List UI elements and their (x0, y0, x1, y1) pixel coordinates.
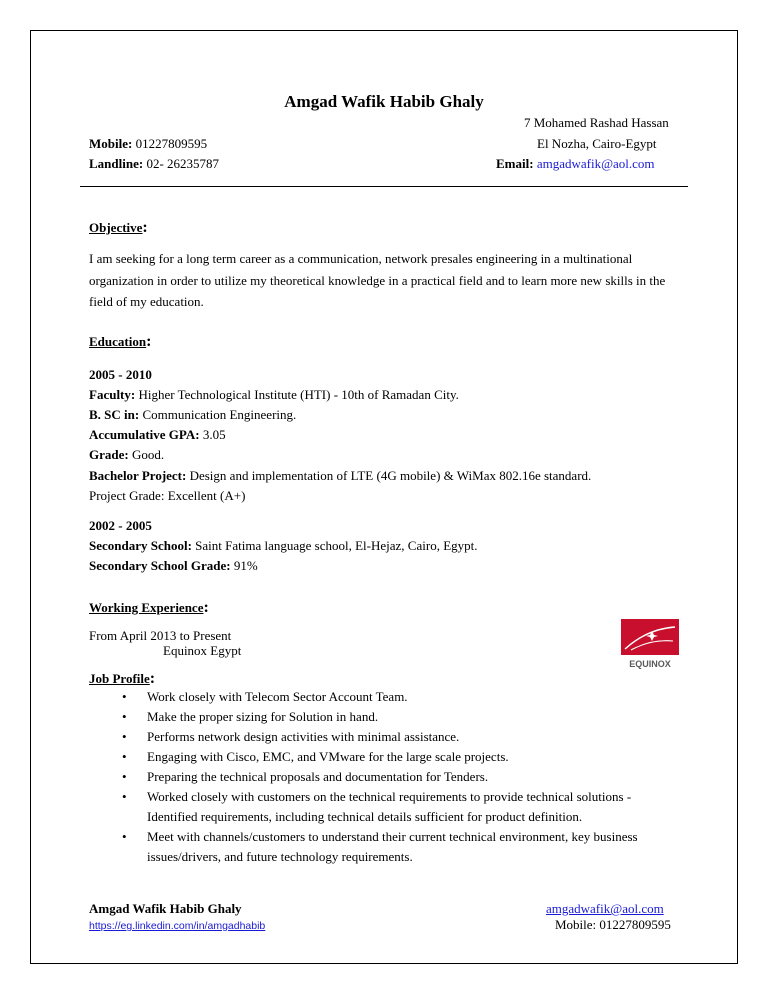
mobile-label: Mobile: (89, 136, 133, 151)
candidate-name: Amgad Wafik Habib Ghaly (284, 92, 484, 111)
education-period-1-text: 2005 - 2010 (89, 367, 152, 382)
bullet-icon: • (122, 749, 127, 764)
landline-label: Landline: (89, 156, 144, 171)
email-line (496, 156, 655, 172)
bsc-label: B. SC in: (89, 407, 140, 422)
experience-heading (89, 599, 209, 617)
objective-colon: : (142, 219, 148, 236)
job-profile-heading-text: Job Profile (89, 671, 150, 686)
job-profile-list (89, 687, 679, 867)
experience-colon: : (203, 599, 209, 616)
faculty-line (89, 387, 459, 403)
secondary-grade-value: 91% (230, 558, 258, 573)
address-line-2: El Nozha, Cairo-Egypt (537, 136, 657, 151)
education-colon: : (146, 333, 152, 350)
grade-label: Grade: (89, 447, 129, 462)
bullet-icon: • (122, 709, 127, 724)
secondary-school-line (89, 538, 478, 554)
footer-mobile: Mobile: 01227809595 (555, 917, 671, 932)
secondary-grade-label: Secondary School Grade: (89, 558, 231, 573)
mobile-line (89, 136, 207, 152)
secondary-grade-line (89, 558, 258, 574)
landline-line (89, 156, 219, 172)
objective-text: I am seeking for a long term career as a communication, network presales engineering in a multinational organization in order to utilize my theoretical knowledge in a practical field and to learn more new skills in the field of my education. (89, 251, 666, 309)
experience-heading-text: Working Experience (89, 600, 204, 615)
gpa-line (89, 427, 226, 443)
education-period-2 (89, 518, 152, 534)
faculty-label: Faculty: (89, 387, 136, 402)
job-profile-colon: : (149, 670, 156, 687)
gpa-value: 3.05 (199, 427, 226, 442)
list-item: • Preparing the technical proposals and documentation for Tenders. (89, 767, 679, 787)
bullet-icon: • (122, 689, 127, 704)
bullet-icon: • (122, 789, 127, 804)
objective-heading-text: Objective (89, 220, 143, 235)
project-label: Bachelor Project: (89, 468, 187, 483)
list-item: • Performs network design activities with minimal assistance. (89, 727, 679, 747)
address-line-1: 7 Mohamed Rashad Hassan (524, 115, 669, 130)
bullet-icon: • (122, 829, 127, 844)
objective-heading (89, 219, 148, 237)
equinox-logo-text: EQUINOX (629, 659, 671, 669)
landline-value: 02- 26235787 (143, 156, 220, 171)
job-profile-heading (89, 670, 155, 688)
footer-linkedin-link[interactable]: https://eg.linkedin.com/in/amgadhabib (89, 920, 266, 932)
list-item: • Engaging with Cisco, EMC, and VMware for the large scale projects. (89, 747, 679, 767)
project-value: Design and implementation of LTE (4G mobile) & WiMax 802.16e standard. (186, 468, 592, 483)
grade-line (89, 447, 164, 463)
bullet-icon: • (122, 729, 127, 744)
list-item: • Make the proper sizing for Solution in hand. (89, 707, 679, 727)
gpa-label: Accumulative GPA: (89, 427, 200, 442)
experience-company: Equinox Egypt (163, 643, 242, 658)
bsc-line (89, 407, 296, 423)
header-divider (80, 186, 688, 187)
education-period-1 (89, 367, 152, 383)
footer-email-link[interactable]: amgadwafik@aol.com (546, 901, 664, 916)
project-grade-line: Project Grade: Excellent (A+) (89, 488, 246, 503)
education-heading (89, 333, 151, 351)
secondary-school-value: Saint Fatima language school, El-Hejaz, Cairo, Egypt. (191, 538, 478, 553)
footer-name (89, 901, 242, 917)
bullet-icon: • (122, 769, 127, 784)
footer-name-text: Amgad Wafik Habib Ghaly (89, 901, 242, 916)
education-heading-text: Education (89, 334, 147, 349)
list-item: • Meet with channels/customers to understand their current technical environment, key business issues/drivers, and future technology requirements. (122, 829, 638, 864)
list-item: • Worked closely with customers on the technical requirements to provide technical solutions - Identified requirements, including technical details sufficient for product definition. (122, 789, 632, 824)
faculty-value: Higher Technological Institute (HTI) - 10th of Ramadan City. (135, 387, 459, 402)
project-line (89, 468, 591, 484)
bsc-value: Communication Engineering. (139, 407, 297, 422)
secondary-school-label: Secondary School: (89, 538, 192, 553)
grade-value: Good. (128, 447, 165, 462)
education-period-2-text: 2002 - 2005 (89, 518, 152, 533)
list-item: • Work closely with Telecom Sector Account Team. (89, 687, 679, 707)
equinox-logo (621, 619, 679, 671)
email-label: Email: (496, 156, 534, 171)
mobile-value: 01227809595 (132, 136, 208, 151)
email-link[interactable]: amgadwafik@aol.com (536, 156, 655, 171)
experience-dates: From April 2013 to Present (89, 628, 232, 643)
